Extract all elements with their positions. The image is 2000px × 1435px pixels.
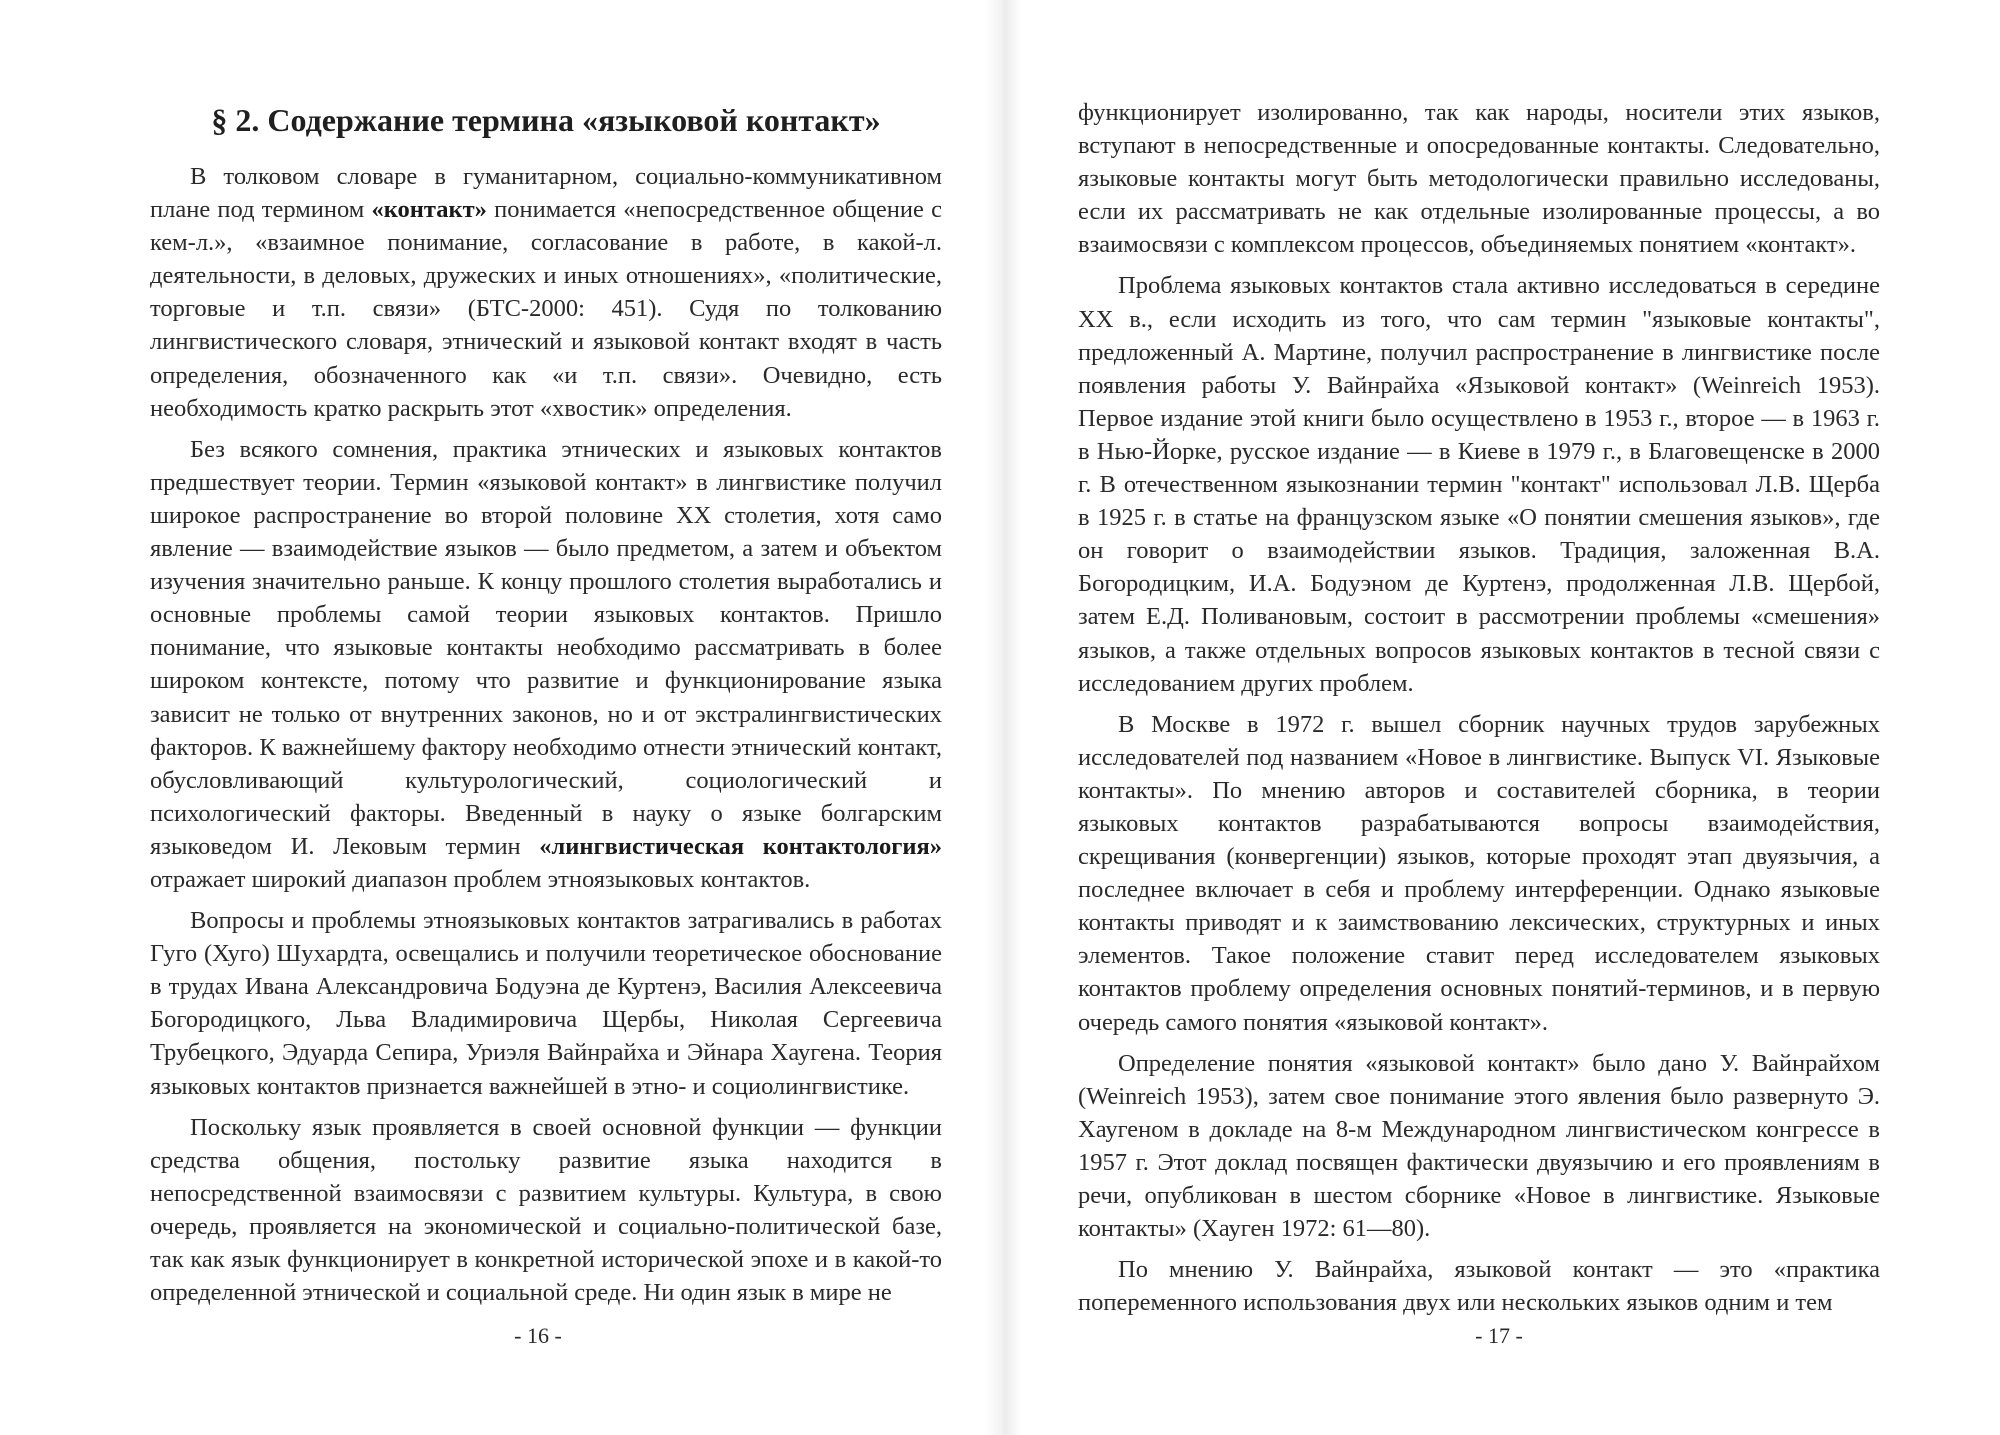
- paragraph: функционирует изолированно, так как народы, носители этих языков, вступают в непосредственные и опосредованные контакты. Следовательно, языковые контакты могут быть методологически правильно исследованы, если их рассматривать не как отдельные изолированные процессы, а во взаимосвязи с комплексом процессов, объединяемых понятием «контакт».: [1078, 99, 1880, 259]
- book-gutter: [985, 0, 1021, 1435]
- page-number: - 17 -: [1475, 1323, 1523, 1348]
- left-page-text: [150, 160, 942, 1309]
- text-run: отражает широкий диапазон проблем этноязыковых контактов.: [150, 865, 811, 893]
- bold-term: «контакт»: [371, 196, 487, 224]
- paragraph: Поскольку язык проявляется в своей основной функции — функции средства общения, постольку развитие языка находится в непосредственной взаимосвязи с развитием культуры. Культура, в свою очередь, проявляется на экономической и социально-политической базе, так как язык функционирует в конкретной исторической эпохе и в какой-то определенной этнической и социальной среде. Ни один язык в мире не: [150, 1113, 942, 1307]
- text-run: Без всякого сомнения, практика этнических и языковых контактов предшествует теории. Термин «языковой контакт» в лингвистике получил широкое распространение во второй половине XX столетия, хотя само явление — взаимодействие языков — было предметом, а затем и объектом изучения значительно раньше. К концу прошлого столетия выработались и основные проблемы самой теории языковых контактов. Пришло понимание, что языковые контакты необходимо рассматривать в более широком контексте, потому что развитие и функционирование языка зависит не только от внутренних законов, но и от экстралингвистических факторов. К важнейшему фактору необходимо отнести этнический контакт, обусловливающий культурологический, социологический и психологический факторы. Введенный в науку о языке болгарским языковедом И. Лековым термин: [150, 435, 942, 860]
- paragraph: [150, 160, 942, 425]
- left-page: [150, 0, 942, 1435]
- right-page: [1078, 0, 1880, 1435]
- paragraph: Вопросы и проблемы этноязыковых контактов затрагивались в работах Гуго (Хуго) Шухардта, освещались и получили теоретическое обоснование в трудах Ивана Александровича Бодуэна де Куртенэ, Василия Алексеевича Богородицкого, Льва Владимировича Щербы, Николая Сергеевича Трубецкого, Эдуарда Сепира, Уриэля Вайнрайха и Эйнара Хаугена. Теория языковых контактов признается важнейшей в этно- и социолингвистике.: [150, 907, 942, 1100]
- right-page-text: [1078, 96, 1880, 1319]
- page-number: - 16 -: [514, 1323, 562, 1348]
- paragraph: [150, 433, 942, 896]
- paragraph: Определение понятия «языковой контакт» было дано У. Вайнрайхом (Weinreich 1953), затем свое понимание этого явления было развернуто Э. Хаугеном в докладе на 8-м Международном лингвистическом конгрессе в 1957 г. Этот доклад посвящен фактически двуязычию и его проявлениям в речи, опубликован в шестом сборнике «Новое в лингвистике. Языковые контакты» (Хауген 1972: 61—80).: [1078, 1049, 1880, 1243]
- paragraph: По мнению У. Вайнрайха, языковой контакт — это «практика попеременного использования двух или нескольких языков одним и тем: [1078, 1256, 1880, 1317]
- bold-term: «лингвистическая контактология»: [539, 832, 942, 860]
- section-heading: § 2. Содержание термина «языковой контакт»: [211, 102, 881, 138]
- paragraph: В Москве в 1972 г. вышел сборник научных трудов зарубежных исследователей под названием «Новое в лингвистике. Выпуск VI. Языковые контакты». По мнению авторов и составителей сборника, в теории языковых контактов разрабатываются вопросы взаимодействия, скрещивания (конвергенции) языков, которые проходят этап двуязычия, а последнее включает в себя и проблему интерференции. Однако языковые контакты приводят и к заимствованию лексических, структурных и иных элементов. Такое положение ставит перед исследователем языковых контактов проблему определения основных понятий-терминов, и в первую очередь самого понятия «языковой контакт».: [1078, 710, 1880, 1036]
- paragraph: Проблема языковых контактов стала активно исследоваться в середине XX в., если исходить из того, что сам термин "языковые контакты", предложенный А. Мартине, получил распространение в лингвистике после появления работы У. Вайнрайха «Языковой контакт» (Weinreich 1953). Первое издание этой книги было осуществлено в 1953 г., второе — в 1963 г. в Нью-Йорке, русское издание — в Киеве в 1979 г., в Благовещенске в 2000 г. В отечественном языкознании термин "контакт" использовал Л.В. Щерба в 1925 г. в статье на французском языке «О понятии смешения языков», где он говорит о взаимодействии языков. Традиция, заложенная В.А. Богородицким, И.А. Бодуэном де Куртенэ, продолженная Л.В. Щербой, затем Е.Д. Поливановым, состоит в рассмотрении проблемы «смешения» языков, а также отдельных вопросов языковых контактов в тесной связи с исследованием других проблем.: [1078, 272, 1880, 697]
- text-run: понимается «непосредственное общение с кем-л.», «взаимное понимание, согласование в работе, в какой-л. деятельности, в деловых, дружеских и иных отношениях», «политические, торговые и т.п. связи» (БТС-2000: 451). Судя по толкованию лингвистического словаря, этнический и языковой контакт входят в часть определения, обозначенного как «и т.п. связи». Очевидно, есть необходимость кратко раскрыть этот «хвостик» определения.: [150, 196, 942, 422]
- text-run: В толковом словаре в гуманитарном, социально-коммуникативном плане под термином: [150, 163, 942, 224]
